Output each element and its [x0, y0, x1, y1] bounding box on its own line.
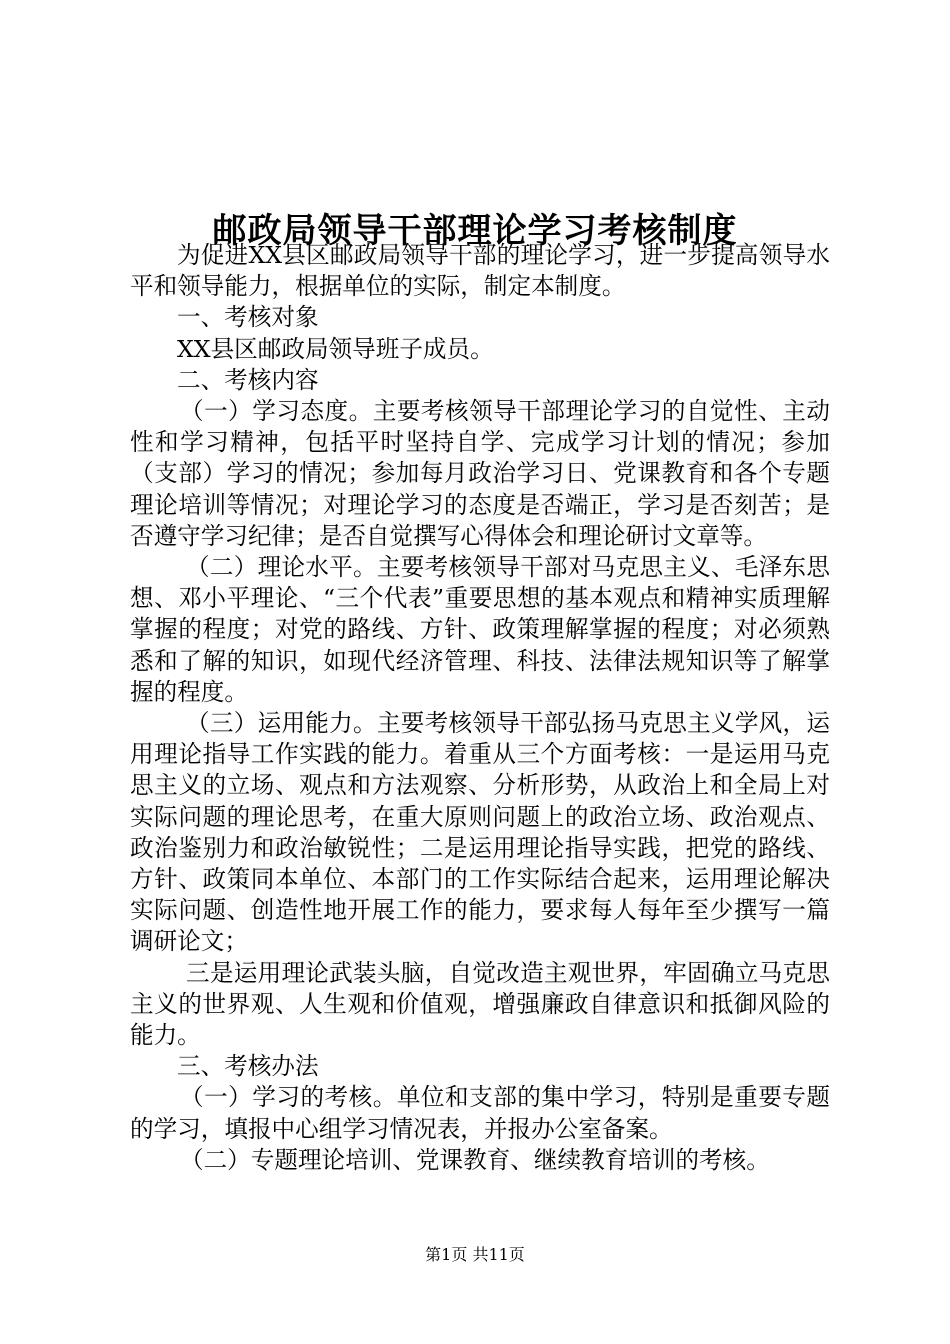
content-item-theory-level: （二）理论水平。主要考核领导干部对马克思主义、毛泽东思想、邓小平理论、“三个代表”重要思想的基本观点和精神实质理解掌握的程度；对党的路线、方针、政策理解掌握的程度；对必须熟悉和了解的知识，如现代经济管理、科技、法律法规知识等了解掌握的程度。 — [130, 553, 830, 706]
document-title: 邮政局领导干部理论学习考核制度 — [212, 210, 738, 251]
document-body — [130, 240, 830, 1176]
application-ability-continued: 三是运用理论武装头脑，自觉改造主观世界，牢固确立马克思主义的世界观、人生观和价值观，增强廉政自律意识和抵御风险的能力。 — [130, 958, 830, 1050]
assessment-target-paragraph: XX县区邮政局领导班子成员。 — [177, 334, 494, 363]
section-heading-assessment-content: 二、考核内容 — [177, 365, 319, 394]
section-heading-assessment-target: 一、考核对象 — [177, 303, 319, 332]
method-item-training-assessment: （二）专题理论培训、党课教育、继续教育培训的考核。 — [180, 1145, 770, 1174]
section-heading-assessment-method: 三、考核办法 — [177, 1052, 319, 1081]
content-item-learning-attitude: （一）学习态度。主要考核领导干部理论学习的自觉性、主动性和学习精神，包括平时坚持自学、完成学习计划的情况；参加（支部）学习的情况；参加每月政治学习日、党课教育和各个专题理论培训等情况；对理论学习的态度是否端正，学习是否刻苦；是否遵守学习纪律；是否自觉撰写心得体会和理论研讨文章等。 — [130, 397, 830, 550]
content-item-application-ability: （三）运用能力。主要考核领导干部弘扬马克思主义学风，运用理论指导工作实践的能力。着重从三个方面考核：一是运用马克思主义的立场、观点和方法观察、分析形势，从政治上和全局上对实际问题的理论思考，在重大原则问题上的政治立场、政治观点、政治鉴别力和政治敏锐性；二是运用理论指导实践，把党的路线、方针、政策同本单位、本部门的工作实际结合起来，运用理论解决实际问题、创造性地开展工作的能力，要求每人每年至少撰写一篇调研论文； — [130, 709, 830, 956]
page-footer: 第1页 共11页 — [425, 1245, 525, 1264]
method-item-study-assessment: （一）学习的考核。单位和支部的集中学习，特别是重要专题的学习，填报中心组学习情况表，并报办公室备案。 — [130, 1083, 830, 1143]
intro-paragraph: 为促进XX县区邮政局领导干部的理论学习，进一步提高领导水平和领导能力，根据单位的实际，制定本制度。 — [130, 241, 830, 301]
